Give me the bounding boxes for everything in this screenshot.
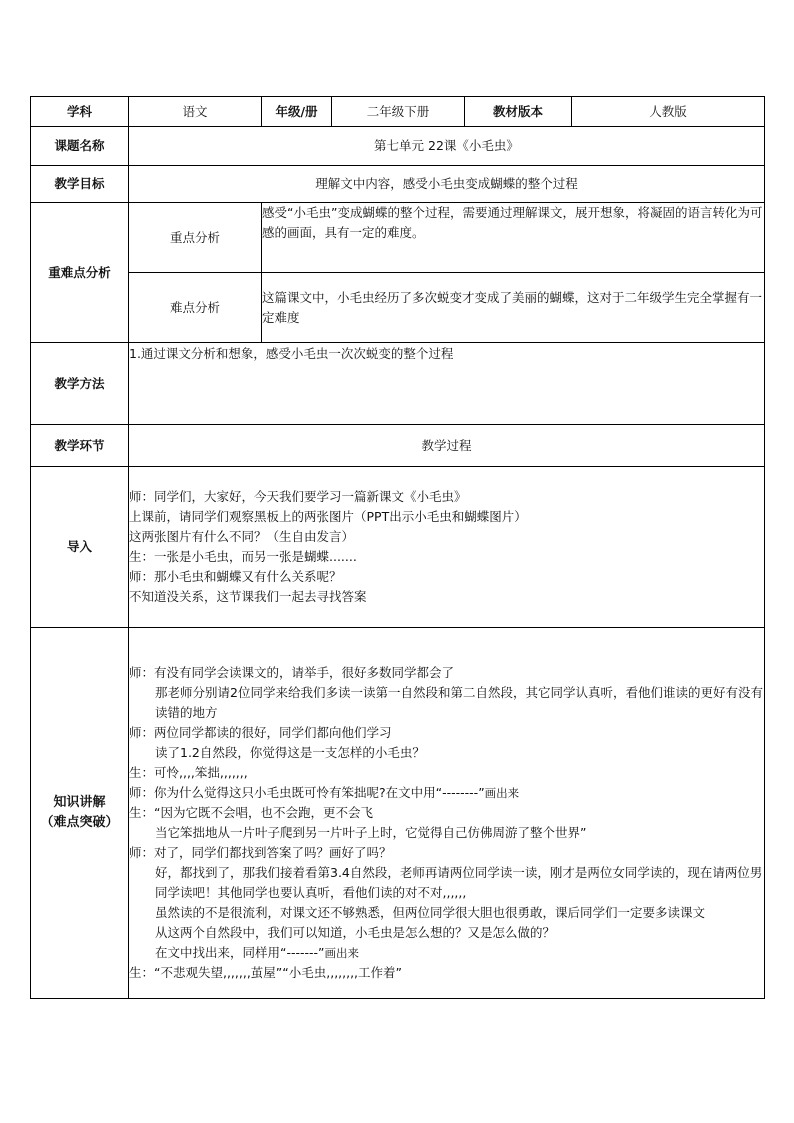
knowledge-line: 读了1.2自然段，你觉得这是一支怎样的小毛虫？ xyxy=(155,745,425,760)
header-row xyxy=(31,97,765,127)
knowledge-line: 那老师分别请2位同学来给我们多读一读第一自然段和第二自然段，其它同学认真听，看他们谁读的更好有没有读错的地方 xyxy=(155,685,763,720)
goal-label: 教学目标 xyxy=(31,166,129,203)
intro-line: 生：一张是小毛虫，而另一张是蝴蝶....... xyxy=(129,549,357,564)
knowledge-content xyxy=(129,628,765,999)
knowledge-line-text: 师：你为什么觉得这只小毛虫既可怜有笨拙呢?在文中用“--------” xyxy=(129,785,485,800)
knowledge-sublabel: （难点突破） xyxy=(40,815,119,830)
intro-line: 这两张图片有什么不同？（生自由发言） xyxy=(129,529,355,544)
knowledge-label-cell xyxy=(31,628,129,999)
goal-value: 理解文中内容，感受小毛虫变成蝴蝶的整个过程 xyxy=(129,166,765,203)
intro-line: 上课前，请同学们观察黑板上的两张图片（PPT出示小毛虫和蝴蝶图片） xyxy=(129,509,527,524)
lesson-row xyxy=(31,127,765,166)
edition-value: 人教版 xyxy=(572,97,765,127)
knowledge-line: 从这两个自然段中，我们可以知道，小毛虫是怎么想的？又是怎么做的？ xyxy=(155,925,556,940)
intro-label: 导入 xyxy=(31,467,129,628)
method-label: 教学方法 xyxy=(31,343,129,425)
knowledge-line: 生：可怜,,,,笨拙,,,,,,, xyxy=(129,765,248,780)
grade-label: 年级/册 xyxy=(262,97,332,127)
difficult-point-text: 这篇课文中，小毛虫经历了多次蜕变才变成了美丽的蝴蝶，这对于二年级学生完全掌握有一定难度 xyxy=(262,273,765,343)
subject-label: 学科 xyxy=(31,97,129,127)
knowledge-row xyxy=(31,628,765,999)
knowledge-line-text: 在文中找出来，同样用“-------” xyxy=(155,945,325,960)
difficult-point-label: 难点分析 xyxy=(129,273,262,343)
method-value: 1.通过课文分析和想象，感受小毛虫一次次蜕变的整个过程 xyxy=(129,343,765,425)
knowledge-line: 生：“因为它既不会唱，也不会跑，更不会飞 xyxy=(129,805,373,820)
method-row xyxy=(31,343,765,425)
intro-row xyxy=(31,467,765,628)
intro-content xyxy=(129,467,765,628)
analysis-label: 重难点分析 xyxy=(31,203,129,343)
knowledge-line: 师：有没有同学会读课文的，请举手，很好多数同学都会了 xyxy=(129,665,455,680)
lesson-plan-table xyxy=(30,96,765,999)
key-point-label: 重点分析 xyxy=(129,203,262,273)
goal-row xyxy=(31,166,765,203)
knowledge-line: 师：对了，同学们都找到答案了吗？画好了吗？ xyxy=(129,845,392,860)
grade-value: 二年级下册 xyxy=(332,97,465,127)
lesson-label: 课题名称 xyxy=(31,127,129,166)
intro-line: 师：同学们，大家好，今天我们要学习一篇新课文《小毛虫》 xyxy=(129,489,467,504)
subject-value: 语文 xyxy=(129,97,262,127)
stage-row xyxy=(31,425,765,467)
lesson-value: 第七单元 22课《小毛虫》 xyxy=(129,127,765,166)
key-point-row xyxy=(31,203,765,273)
intro-line: 师：那小毛虫和蝴蝶又有什么关系呢？ xyxy=(129,569,342,584)
knowledge-label: 知识讲解 xyxy=(53,795,106,810)
knowledge-line-note: 画出来 xyxy=(324,946,360,960)
knowledge-line-note: 画出来 xyxy=(484,786,520,800)
edition-label: 教材版本 xyxy=(465,97,572,127)
knowledge-line xyxy=(129,943,764,963)
knowledge-line: 好，都找到了，那我们接着看第3.4自然段，老师再请两位同学读一读，刚才是两位女同学读的，现在请两位男同学读吧！其他同学也要认真听，看他们读的对不对,,,,,, xyxy=(155,865,763,900)
key-point-text: 感受“小毛虫”变成蝴蝶的整个过程，需要通过理解课文，展开想象，将凝固的语言转化为可感的画面，具有一定的难度。 xyxy=(262,203,765,273)
stage-label: 教学环节 xyxy=(31,425,129,467)
stage-value: 教学过程 xyxy=(129,425,765,467)
intro-line: 不知道没关系，这节课我们一起去寻找答案 xyxy=(129,589,367,604)
knowledge-line: 师：两位同学都读的很好，同学们都向他们学习 xyxy=(129,725,392,740)
difficult-point-row xyxy=(31,273,765,343)
knowledge-line: 当它笨拙地从一片叶子爬到另一片叶子上时，它觉得自己仿佛周游了整个世界” xyxy=(155,825,587,840)
knowledge-line: 虽然读的不是很流利，对课文还不够熟悉，但两位同学很大胆也很勇敢，课后同学们一定要多读课文 xyxy=(155,905,706,920)
knowledge-line: 生：“不悲观失望,,,,,,,茧屋”“小毛虫,,,,,,,,工作着” xyxy=(129,965,403,980)
knowledge-line xyxy=(129,783,764,803)
